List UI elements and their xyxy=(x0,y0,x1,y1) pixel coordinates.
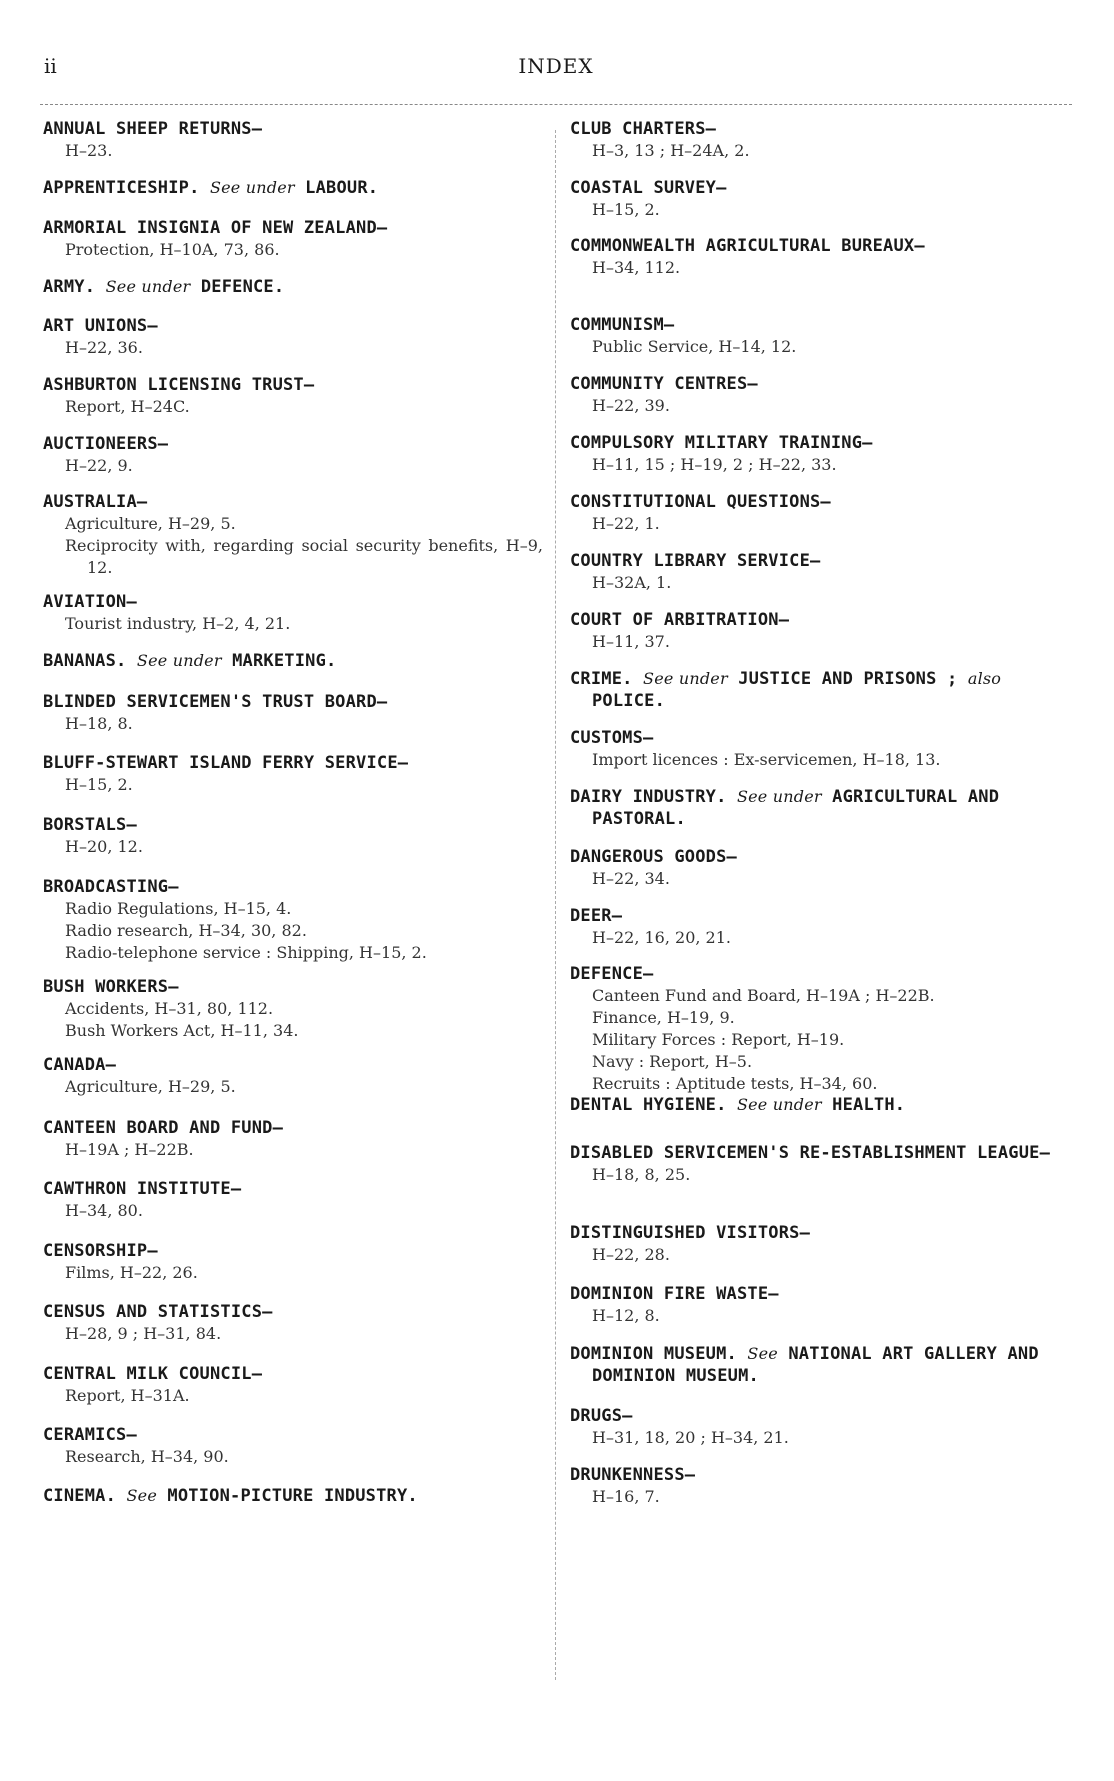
see-reference-label: See xyxy=(747,1344,778,1363)
index-entry xyxy=(43,876,543,964)
heading-text: DEER— xyxy=(570,906,623,926)
heading-text: COURT OF ARBITRATION— xyxy=(570,610,790,630)
index-entry xyxy=(43,315,543,359)
heading-text: CINEMA. xyxy=(43,1486,117,1506)
page-title: INDEX xyxy=(518,54,594,78)
index-entry xyxy=(43,118,543,162)
entry-reference: Research, H–34, 90. xyxy=(65,1447,229,1466)
index-entry xyxy=(43,752,543,796)
heading-text: AUCTIONEERS— xyxy=(43,434,169,454)
index-entry xyxy=(570,727,1070,771)
heading-text: BANANAS. xyxy=(43,651,127,671)
see-also-label: also xyxy=(967,669,1002,688)
entry-heading xyxy=(570,1343,1070,1387)
heading-text: ARMORIAL INSIGNIA OF NEW ZEALAND— xyxy=(43,218,388,238)
entry-reference: Reciprocity with, regarding social security benefits, H–9, 12. xyxy=(65,536,543,577)
entry-heading xyxy=(43,1424,543,1446)
entry-reference: Protection, H–10A, 73, 86. xyxy=(65,240,280,259)
heading-text: BROADCASTING— xyxy=(43,877,179,897)
heading-text: DOMINION FIRE WASTE— xyxy=(570,1284,779,1304)
index-entry xyxy=(43,491,543,579)
index-entry xyxy=(570,1222,1070,1266)
entry-heading xyxy=(570,235,1070,257)
entry-heading xyxy=(43,976,543,998)
entry-reference: H–22, 34. xyxy=(592,869,670,888)
entry-heading xyxy=(43,276,543,298)
entry-heading xyxy=(43,1178,543,1200)
index-entry xyxy=(570,786,1070,830)
entry-heading xyxy=(570,1405,1070,1427)
entry-reference: H–34, 80. xyxy=(65,1201,143,1220)
entry-reference: Recruits : Aptitude tests, H–34, 60. xyxy=(592,1074,878,1093)
heading-text: ASHBURTON LICENSING TRUST— xyxy=(43,375,315,395)
index-entry xyxy=(570,1094,1070,1116)
entry-reference: H–22, 28. xyxy=(592,1245,670,1264)
entry-reference: H–32A, 1. xyxy=(592,573,672,592)
heading-text: CRIME. xyxy=(570,669,633,689)
heading-text: COMMUNISM— xyxy=(570,315,675,335)
heading-text: DRUNKENNESS— xyxy=(570,1465,696,1485)
index-entry xyxy=(570,1343,1070,1387)
entry-reference: H–22, 16, 20, 21. xyxy=(592,928,731,947)
heading-text: CERAMICS— xyxy=(43,1425,137,1445)
entry-reference: H–18, 8. xyxy=(65,714,133,733)
cross-reference-target: POLICE. xyxy=(592,691,666,711)
index-entry xyxy=(43,1485,543,1507)
entry-heading xyxy=(43,1117,543,1139)
heading-text: CENTRAL MILK COUNCIL— xyxy=(43,1364,263,1384)
entry-heading xyxy=(570,550,1070,572)
heading-text: BUSH WORKERS— xyxy=(43,977,179,997)
index-entry xyxy=(570,491,1070,535)
index-entry xyxy=(570,314,1070,358)
entry-heading xyxy=(43,1301,543,1323)
heading-text: DISABLED SERVICEMEN'S RE-ESTABLISHMENT LEAGUE— xyxy=(570,1143,1051,1163)
entry-heading xyxy=(570,1464,1070,1486)
entry-reference: H–22, 39. xyxy=(592,396,670,415)
entry-reference: H–12, 8. xyxy=(592,1306,660,1325)
entry-heading xyxy=(43,118,543,140)
see-reference-label: See under xyxy=(643,669,728,688)
heading-text: AVIATION— xyxy=(43,592,137,612)
heading-text: APPRENTICESHIP. xyxy=(43,178,200,198)
heading-text: AUSTRALIA— xyxy=(43,492,148,512)
heading-text: COUNTRY LIBRARY SERVICE— xyxy=(570,551,821,571)
index-entry xyxy=(43,1424,543,1468)
index-entry xyxy=(570,432,1070,476)
heading-text: COMMUNITY CENTRES— xyxy=(570,374,758,394)
entry-reference: Import licences : Ex-servicemen, H–18, 13. xyxy=(592,750,941,769)
entry-reference: H–11, 15 ; H–19, 2 ; H–22, 33. xyxy=(592,455,837,474)
index-entry xyxy=(43,1117,543,1161)
entry-reference: H–34, 112. xyxy=(592,258,681,277)
index-entry xyxy=(43,650,543,672)
index-entry xyxy=(570,235,1070,279)
heading-text: DAIRY INDUSTRY. xyxy=(570,787,727,807)
entry-reference: Films, H–22, 26. xyxy=(65,1263,198,1282)
entry-heading xyxy=(570,609,1070,631)
entry-reference: Radio-telephone service : Shipping, H–15, 2. xyxy=(65,943,427,962)
entry-reference: Accidents, H–31, 80, 112. xyxy=(65,999,274,1018)
entry-heading xyxy=(570,727,1070,749)
heading-text: ART UNIONS— xyxy=(43,316,158,336)
cross-reference-target: HEALTH. xyxy=(832,1095,906,1115)
entry-reference: Agriculture, H–29, 5. xyxy=(65,514,236,533)
entry-heading xyxy=(570,432,1070,454)
index-entry xyxy=(43,976,543,1042)
entry-heading xyxy=(570,905,1070,927)
cross-reference-target: MARKETING. xyxy=(232,651,337,671)
index-entry xyxy=(570,118,1070,162)
page-header xyxy=(40,54,1072,84)
entry-reference: Tourist industry, H–2, 4, 21. xyxy=(65,614,291,633)
entry-reference: H–19A ; H–22B. xyxy=(65,1140,194,1159)
index-entry xyxy=(43,1054,543,1098)
entry-heading xyxy=(570,118,1070,140)
entry-heading xyxy=(43,752,543,774)
cross-reference-target: NATIONAL ART GALLERY AND DOMINION MUSEUM. xyxy=(592,1344,1039,1386)
entry-heading xyxy=(43,177,543,199)
entry-heading xyxy=(570,491,1070,513)
entry-heading xyxy=(43,1240,543,1262)
entry-reference: H–3, 13 ; H–24A, 2. xyxy=(592,141,750,160)
cross-reference-target: AGRICULTURAL AND PASTORAL. xyxy=(592,787,1000,829)
entry-reference: H–15, 2. xyxy=(65,775,133,794)
entry-reference: Navy : Report, H–5. xyxy=(592,1052,753,1071)
entry-reference: H–22, 1. xyxy=(592,514,660,533)
entry-reference: Public Service, H–14, 12. xyxy=(592,337,797,356)
index-entry xyxy=(570,609,1070,653)
index-entry xyxy=(43,814,543,858)
entry-heading xyxy=(43,1485,543,1507)
index-entry xyxy=(43,433,543,477)
entry-heading xyxy=(570,1094,1070,1116)
heading-text: BORSTALS— xyxy=(43,815,137,835)
index-entry xyxy=(570,550,1070,594)
entry-reference: Radio research, H–34, 30, 82. xyxy=(65,921,307,940)
see-reference-label: See under xyxy=(136,651,222,670)
heading-text: CAWTHRON INSTITUTE— xyxy=(43,1179,242,1199)
index-entry xyxy=(570,963,1070,1095)
entry-reference: H–23. xyxy=(65,141,113,160)
index-entry xyxy=(43,374,543,418)
heading-text: DRUGS— xyxy=(570,1406,633,1426)
entry-reference: H–11, 37. xyxy=(592,632,670,651)
entry-reference: H–15, 2. xyxy=(592,200,660,219)
entry-reference: Finance, H–19, 9. xyxy=(592,1008,735,1027)
cross-reference-target: JUSTICE AND PRISONS ; xyxy=(738,669,958,689)
entry-reference: Canteen Fund and Board, H–19A ; H–22B. xyxy=(592,986,935,1005)
see-reference-label: See under xyxy=(736,787,822,806)
entry-reference: Agriculture, H–29, 5. xyxy=(65,1077,236,1096)
index-entry xyxy=(43,1301,543,1345)
entry-heading xyxy=(570,963,1070,985)
see-reference-label: See under xyxy=(209,178,295,197)
entry-reference: Report, H–31A. xyxy=(65,1386,190,1405)
entry-heading xyxy=(570,314,1070,336)
entry-heading xyxy=(43,1054,543,1076)
heading-text: COASTAL SURVEY— xyxy=(570,178,727,198)
entry-heading xyxy=(43,374,543,396)
entry-heading xyxy=(43,691,543,713)
heading-text: DISTINGUISHED VISITORS— xyxy=(570,1223,811,1243)
entry-reference: Bush Workers Act, H–11, 34. xyxy=(65,1021,299,1040)
heading-text: CLUB CHARTERS— xyxy=(570,119,717,139)
entry-heading xyxy=(43,814,543,836)
entry-reference: Report, H–24C. xyxy=(65,397,190,416)
heading-text: ARMY. xyxy=(43,277,96,297)
index-entry xyxy=(570,905,1070,949)
heading-text: DEFENCE— xyxy=(570,964,654,984)
heading-text: DANGEROUS GOODS— xyxy=(570,847,737,867)
heading-text: DENTAL HYGIENE. xyxy=(570,1095,727,1115)
index-entry xyxy=(570,668,1070,712)
entry-heading xyxy=(43,315,543,337)
entry-reference: H–28, 9 ; H–31, 84. xyxy=(65,1324,222,1343)
index-entry xyxy=(43,276,543,298)
heading-text: CENSORSHIP— xyxy=(43,1241,158,1261)
index-entry xyxy=(43,217,543,261)
heading-text: COMPULSORY MILITARY TRAINING— xyxy=(570,433,873,453)
entry-reference: H–31, 18, 20 ; H–34, 21. xyxy=(592,1428,789,1447)
heading-text: ANNUAL SHEEP RETURNS— xyxy=(43,119,263,139)
heading-text: BLINDED SERVICEMEN'S TRUST BOARD— xyxy=(43,692,388,712)
entry-reference: H–22, 36. xyxy=(65,338,143,357)
heading-text: CENSUS AND STATISTICS— xyxy=(43,1302,273,1322)
entry-reference: Radio Regulations, H–15, 4. xyxy=(65,899,292,918)
heading-text: CANADA— xyxy=(43,1055,117,1075)
entry-heading xyxy=(43,876,543,898)
column-divider xyxy=(555,130,556,1680)
see-reference-label: See under xyxy=(736,1095,822,1114)
entry-reference: Military Forces : Report, H–19. xyxy=(592,1030,845,1049)
entry-heading xyxy=(570,668,1070,712)
entry-heading xyxy=(43,591,543,613)
page-number: ii xyxy=(44,54,57,78)
heading-text: CUSTOMS— xyxy=(570,728,654,748)
heading-text: COMMONWEALTH AGRICULTURAL BUREAUX— xyxy=(570,236,925,256)
heading-text: CONSTITUTIONAL QUESTIONS— xyxy=(570,492,831,512)
cross-reference-target: LABOUR. xyxy=(305,178,379,198)
entry-reference: H–16, 7. xyxy=(592,1487,660,1506)
see-reference-label: See under xyxy=(105,277,191,296)
cross-reference-target: DEFENCE. xyxy=(200,277,285,297)
cross-reference-target: MOTION-PICTURE INDUSTRY. xyxy=(167,1486,418,1506)
header-rule xyxy=(40,104,1072,105)
index-entry xyxy=(43,591,543,635)
index-entry xyxy=(570,1142,1070,1186)
entry-heading xyxy=(570,1283,1070,1305)
index-entry xyxy=(570,373,1070,417)
index-entry xyxy=(570,1464,1070,1508)
entry-heading xyxy=(570,373,1070,395)
index-entry xyxy=(570,177,1070,221)
index-entry xyxy=(43,1178,543,1222)
entry-heading xyxy=(570,177,1070,199)
entry-heading xyxy=(570,786,1070,830)
entry-heading xyxy=(43,217,543,239)
entry-heading xyxy=(570,1222,1070,1244)
see-reference-label: See xyxy=(126,1486,157,1505)
entry-heading xyxy=(43,433,543,455)
heading-text: DOMINION MUSEUM. xyxy=(570,1344,737,1364)
entry-heading xyxy=(43,1363,543,1385)
index-entry xyxy=(43,691,543,735)
index-entry xyxy=(570,846,1070,890)
entry-reference: H–22, 9. xyxy=(65,456,133,475)
entry-reference: H–18, 8, 25. xyxy=(592,1165,691,1184)
index-entry xyxy=(570,1283,1070,1327)
index-entry xyxy=(43,1240,543,1284)
entry-heading xyxy=(43,650,543,672)
index-entry xyxy=(570,1405,1070,1449)
entry-reference: H–20, 12. xyxy=(65,837,143,856)
heading-text: CANTEEN BOARD AND FUND— xyxy=(43,1118,284,1138)
index-entry xyxy=(43,177,543,199)
heading-text: BLUFF-STEWART ISLAND FERRY SERVICE— xyxy=(43,753,409,773)
entry-heading xyxy=(570,1142,1070,1164)
entry-heading xyxy=(43,491,543,513)
entry-heading xyxy=(570,846,1070,868)
index-entry xyxy=(43,1363,543,1407)
